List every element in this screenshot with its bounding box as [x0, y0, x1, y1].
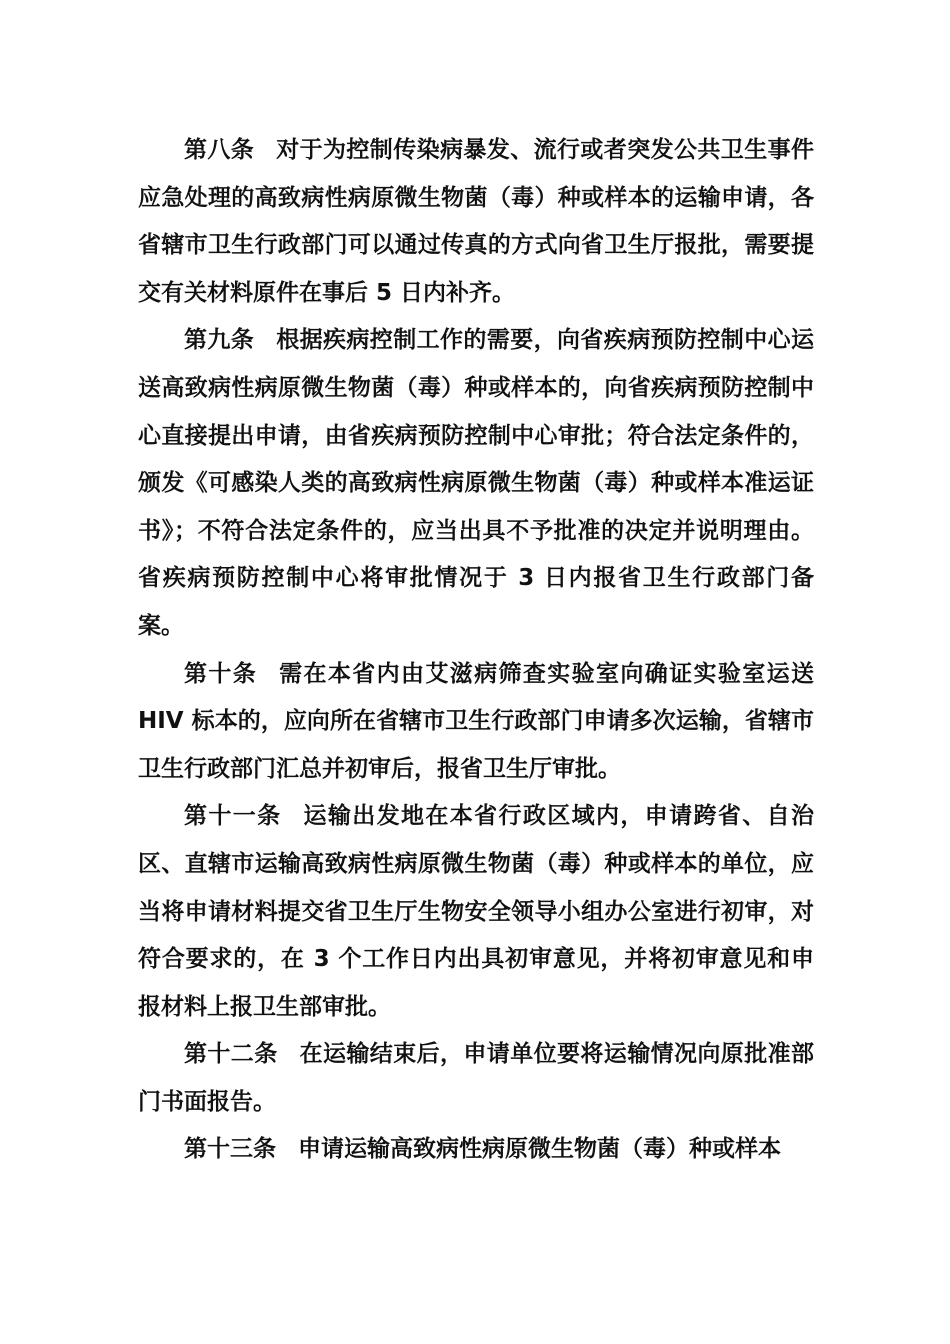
article-number: 第十二条 [184, 1041, 278, 1068]
article-11 [138, 793, 814, 1031]
article-number: 第九条 [184, 327, 255, 354]
article-9 [138, 317, 814, 650]
article-8 [138, 127, 814, 317]
article-10 [138, 651, 814, 794]
article-text: 运输出发地在本省行政区域内，申请跨省、自治区、直辖市运输高致病性病原微生物菌（毒）种或样本的单位，应当将申请材料提交省卫生厅生物安全领导小组办公室进行初审，对符合要求的，在 3 个工作日内出具初审意见，并将初审意见和申报材料上报卫生部审批。 [138, 803, 814, 1020]
document-body [138, 127, 814, 1174]
article-number: 第八条 [184, 137, 255, 163]
article-number: 第十条 [184, 660, 258, 687]
article-text: 对于为控制传染病暴发、流行或者突发公共卫生事件应急处理的高致病性病原微生物菌（毒）种或样本的运输申请，各省辖市卫生行政部门可以通过传真的方式向省卫生厅报批，需要提交有关材料原件在事后 5 日内补齐。 [138, 137, 815, 306]
article-text: 申请运输高致病性病原微生物菌（毒）种或样本 [298, 1136, 781, 1163]
article-number: 第十三条 [184, 1136, 276, 1163]
article-text: 在运输结束后，申请单位要将运输情况向原批准部门书面报告。 [138, 1041, 815, 1115]
article-number: 第十一条 [184, 803, 282, 830]
article-text: 需在本省内由艾滋病筛查实验室向确证实验室运送 HIV 标本的，应向所在省辖市卫生行政部门申请多次运输，省辖市卫生行政部门汇总并初审后，报省卫生厅审批。 [138, 660, 814, 782]
article-12 [138, 1031, 814, 1126]
article-13 [138, 1126, 814, 1174]
article-text: 根据疾病控制工作的需要，向省疾病预防控制中心运送高致病性病原微生物菌（毒）种或样本的，向省疾病预防控制中心直接提出申请，由省疾病预防控制中心审批；符合法定条件的，颁发《可感染人类的高致病性病原微生物菌（毒）种或样本准运证书》；不符合法定条件的，应当出具不予批准的决定并说明理由。省疾病预防控制中心将审批情况于 3 日内报省卫生行政部门备案。 [138, 327, 815, 639]
